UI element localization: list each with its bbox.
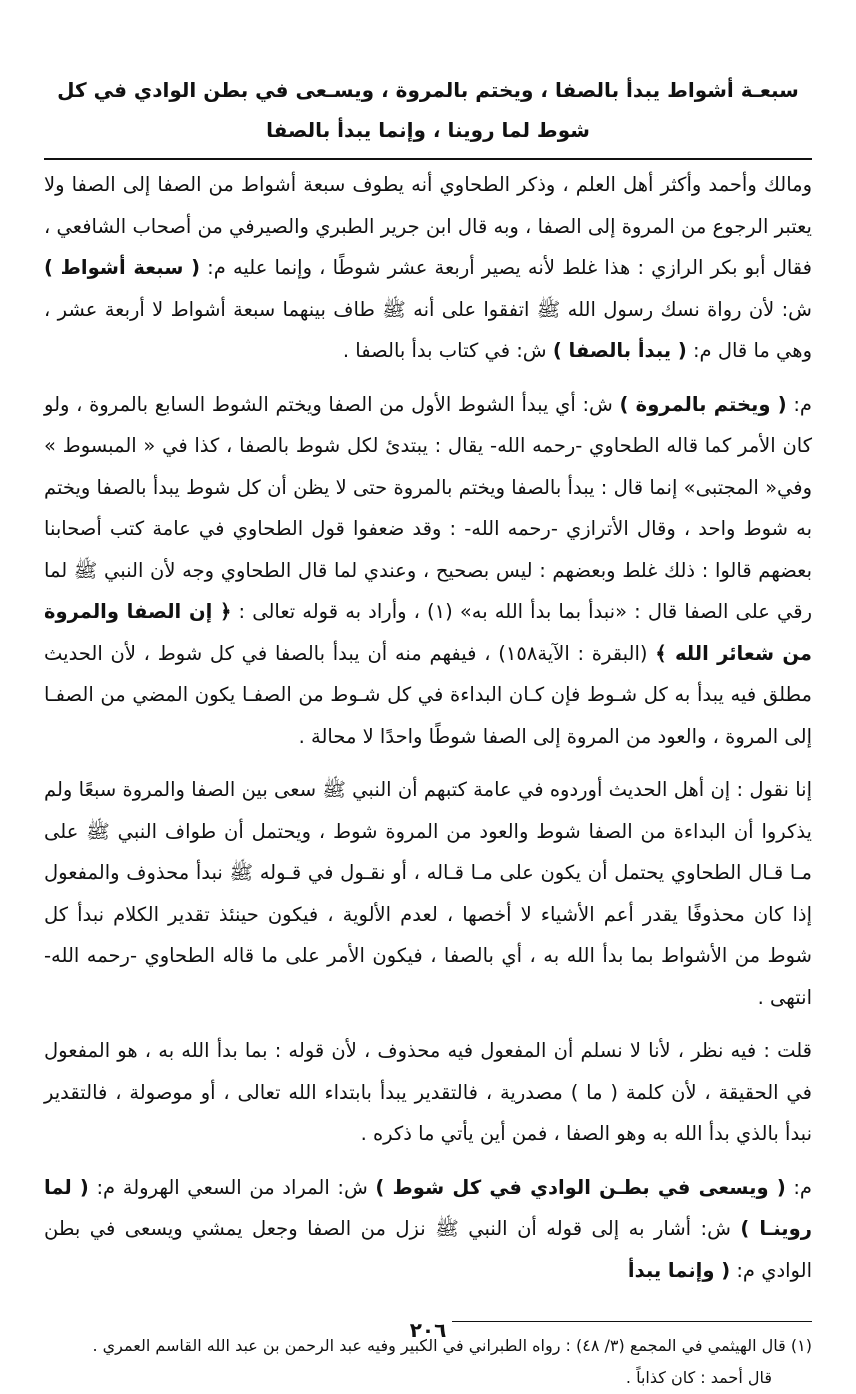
bold-quote-segment: ( لما روينـا ): [44, 1175, 812, 1240]
bold-quote-segment: ( وإنما يبدأ: [627, 1258, 731, 1282]
paragraph: [44, 164, 812, 372]
bold-quote-segment: ( سبعة أشواط ): [44, 256, 201, 279]
page-number: ٢٠٦: [409, 1318, 447, 1342]
text-segment: ومالك وأحمد وأكثر أهل العلم ، وذكر الطحاوي أنه يطوف سبعة أشواط من الصفا إلى الصفا ولا يعتبر الرجوع من المروة إلى الصفا ، وبه قال ابن جرير الطبري والصيرفي من أصحاب الشافعي ، فقال أبو بكر الرازي : هذا غلط لأنه يصير أربعة عشر شوطًا ، وإنما عليه م:: [44, 173, 812, 279]
heading-divider: [44, 158, 812, 160]
text-segment: إنا نقول : إن أهل الحديث أوردوه في عامة كتبهم أن النبي ﷺ سعى بين الصفا والمروة سبعًا ولم يذكروا أن البداءة من الصفا شوط والعود من المروة شوط ، ويحتمل أن طواف النبي ﷺ على مـا قـال الطحاوي يحتمل أن يكون على مـا قـاله ، أو نقـول في قـوله ﷺ نبدأ محذوف والمفعول إذا كان محذوفًا يقدر أعم الأشياء لا أخصها ، لعدم الألوية ، فيكون حينئذ تقدير الكلام نبدأ كل شوط من الأشواط بما بدأ الله به ، أي بالصفا ، فيكون الأمر على ما قاله الطحاوي -رحمه الله- انتهى .: [44, 778, 812, 1009]
paragraph: [44, 769, 812, 1018]
text-segment: ش: أشار به إلى قوله أن النبي ﷺ نزل من الصفا وجعل يمشي ويسعى في بطن الوادي م:: [44, 1217, 812, 1282]
section-heading: سبعـة أشواط يبدأ بالصفا ، ويختم بالمروة ، ويسـعى في بطن الوادي في كل شوط لما روينا ، وإنما يبدأ بالصفا: [57, 78, 799, 142]
bold-quote-segment: ( يبدأ بالصفا ): [552, 339, 687, 362]
text-segment: قلت : فيه نظر ، لأنا لا نسلم أن المفعول فيه محذوف ، لأن قوله : بما بدأ الله به ، هو المفعول في الحقيقة ، لأن كلمة ( ما ) مصدرية ، فالتقدير يبدأ بابتداء الله تعالى ، أو موصولة ، فالتقدير نبدأ بالذي بدأ الله به وهو الصفا ، فمن أين يأتي ما ذكره .: [44, 1039, 812, 1145]
text-segment: (البقرة : الآية١٥٨) ، فيفهم منه أن يبدأ بالصفا في كل شوط ، لأن الحديث مطلق فيه يبدأ به كل شـوط فإن كـان البداءة في كل شـوط من الصفـا يكون المضي من الصفـا إلى المروة ، والعود من المروة إلى الصفا شوطًا واحدًا لا محالة .: [44, 641, 812, 748]
bold-quote-segment: ( ويختم بالمروة ): [619, 392, 787, 416]
paragraph: [44, 1167, 812, 1292]
paragraph: [44, 1030, 812, 1155]
bold-quote-segment: ﴿ إن الصفا والمروة من شعائر الله ﴾: [44, 600, 813, 665]
body-text: [44, 164, 812, 1291]
footnote-1: (١) قال الهيثمي في المجمع (٣/ ٤٨) : رواه الطبراني في الكبير وفيه عبد الرحمن بن عبد الله القاسم العمري .: [92, 1336, 812, 1355]
bold-quote-segment: ( ويسعى في بطـن الوادي في كل شوط ): [375, 1175, 786, 1199]
text-segment: ش: لأن رواة نسك رسول الله ﷺ اتفقوا على أنه ﷺ طاف بينهما سبعة أشواط لا أربعة عشر ، وهي ما قال م:: [44, 297, 812, 362]
text-segment: م:: [786, 392, 812, 416]
text-segment: ش: في كتاب بدأ بالصفا .: [342, 339, 553, 362]
text-segment: ش: المراد من السعي الهرولة م:: [88, 1175, 376, 1199]
paragraph: [44, 384, 812, 758]
text-segment: م:: [785, 1175, 813, 1199]
footnote-1-continuation: قال أحمد : كان كذاباً .: [625, 1368, 772, 1387]
text-segment: ش: أي يبدأ الشوط الأول من الصفا ويختم الشوط السابع بالمروة ، ولو كان الأمر كما قاله الطحاوي -رحمه الله- يقال : يبتدئ لكل شوط بالصفا ، كذا في « المبسوط » وفي« المجتبى» إنما قال : يبدأ بالصفا ويختم بالمروة حتى لا يظن أن كل شوط يبدأ بالصفا ويختم به شوط واحد ، وقال الأترازي -رحمه الله- : وقد ضعفوا قول الطحاوي في عامة كتب أصحابنا بعضهم قالوا : ذلك غلط وبعضهم : ليس بصحيح ، وعندي لما قال الطحاوي وجه لأن النبي ﷺ لما رقي على الصفا قال : «نبدأ بما بدأ الله به» (١) ، وأراد به قوله تعالى :: [44, 392, 812, 623]
